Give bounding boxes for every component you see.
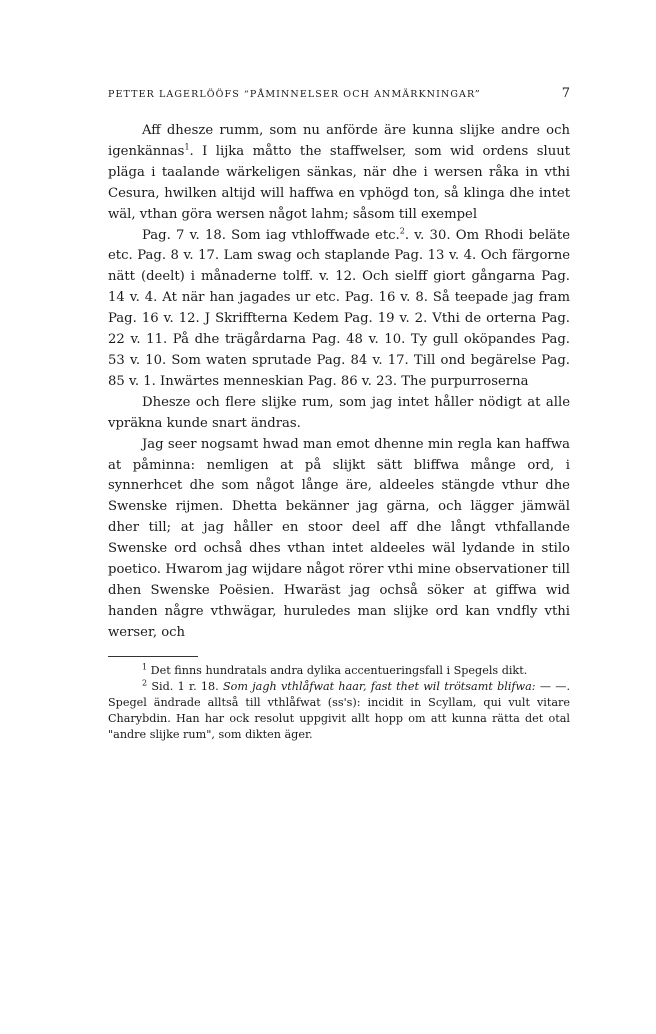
paragraph-2-text-b: . v. 30. Om Rhodi beläte etc. Pag. 8 v. 17. Lam swag och staplande Pag. 13 v. 4. Och färgorne nätt (deelt) i månaderne tolff. v. 12. Och sielff giort gångarna Pag. 14 v. 4. At när han jagades ur etc. Pag. 16 v. 8. Så teepade jag fram Pag. 16 v. 12. J Skriffterna Kedem Pag. 19 v. 2. Vthi de orterna Pag. 22 v. 11. På dhe trägårdarna Pag. 48 v. 10. Ty gull oköpandes Pag. 53 v. 10. Som waten sprutade Pag. 84 v. 17. Till ond begärelse Pag. 85 v. 1. Inwärtes menneskian Pag. 86 v. 23. The purpurroserna <box>108 227 571 389</box>
paragraph-1 <box>108 121 570 226</box>
footnote-ref-1[interactable]: 1 <box>184 142 190 152</box>
running-header <box>108 86 570 101</box>
footnote-1-mark: 1 <box>142 661 148 671</box>
footnote-2 <box>108 679 570 743</box>
footnote-2-text-a: Sid. 1 r. 18. <box>147 679 223 693</box>
paragraph-4-text: Jag seer nogsamt hwad man emot dhenne min regla kan haffwa at påminna: nemligen at på slijkt sätt bliffwa månge ord, i synnerhcet dhe som något långe äre, aldeeles stängde vthur dhe Swenske rijmen. Dhetta bekänner jag gärna, och lägger jämwäl dher till; at jag håller en stoor deel aff dhe långt vthfallande Swenske ord ochså dhes vthan intet aldeeles wäl lydande in stilo poetico. Hwarom jag wijdare något rörer vthi mine observationer till dhen Swenske Poësien. Hwaräst jag ochså söker at giffwa wid handen någre vthwägar, huruledes man slijke ord kan vndfly vthi werser, och <box>108 436 570 640</box>
paragraph-2-text-a: Pag. 7 v. 18. Som iag vthloffwade etc. <box>142 227 400 243</box>
running-title: PETTER LAGERLÖÖFS “PÅMINNELSER OCH ANMÄRKNINGAR” <box>108 89 481 100</box>
book-page <box>108 86 570 743</box>
footnote-2-quote: Som jagh vthlåfwat haar, fast thet wil trötsamt blifwa: <box>222 679 536 693</box>
paragraph-1-text-b: . I lijka måtto the staffwelser, som wid ordens sluut pläga i taalande wärkeligen sänkas, när dhe i wersen råka in vthi Cesura, hwilken altijd will haffwa en vphögd ton, så klinga dhe intet wäl, vthan göra wersen något lahm; såsom till exempel <box>108 143 570 222</box>
footnotes <box>108 663 570 743</box>
paragraph-3-text: Dhesze och flere slijke rum, som jag intet håller nödigt at alle vpräkna kunde snart ändras. <box>108 394 570 431</box>
paragraph-1-text-a: Aff dhesze rumm, som nu anförde äre kunna slijke andre och igenkännas <box>108 123 570 159</box>
paragraph-4 <box>108 435 570 644</box>
footnote-2-mark: 2 <box>142 677 148 687</box>
footnote-2-text-b: — —. Spegel ändrade alltså till vthlåfwat (ss's): incidit in Scyllam, qui vult vitare Charybdin. Han har ock resolut uppgivit allt hopp om att kunna rätta det otal "andre slijke rum", som dikten äger. <box>108 679 571 741</box>
paragraph-2 <box>108 226 570 393</box>
footnote-ref-2[interactable]: 2 <box>399 226 405 236</box>
page-number: 7 <box>561 86 570 101</box>
footnote-divider <box>108 656 198 657</box>
paragraph-3 <box>108 393 570 435</box>
footnote-1-text: Det finns hundratals andra dylika accentueringsfall i Spegels dikt. <box>147 663 528 677</box>
footnote-1 <box>108 663 570 679</box>
main-text <box>108 121 570 644</box>
